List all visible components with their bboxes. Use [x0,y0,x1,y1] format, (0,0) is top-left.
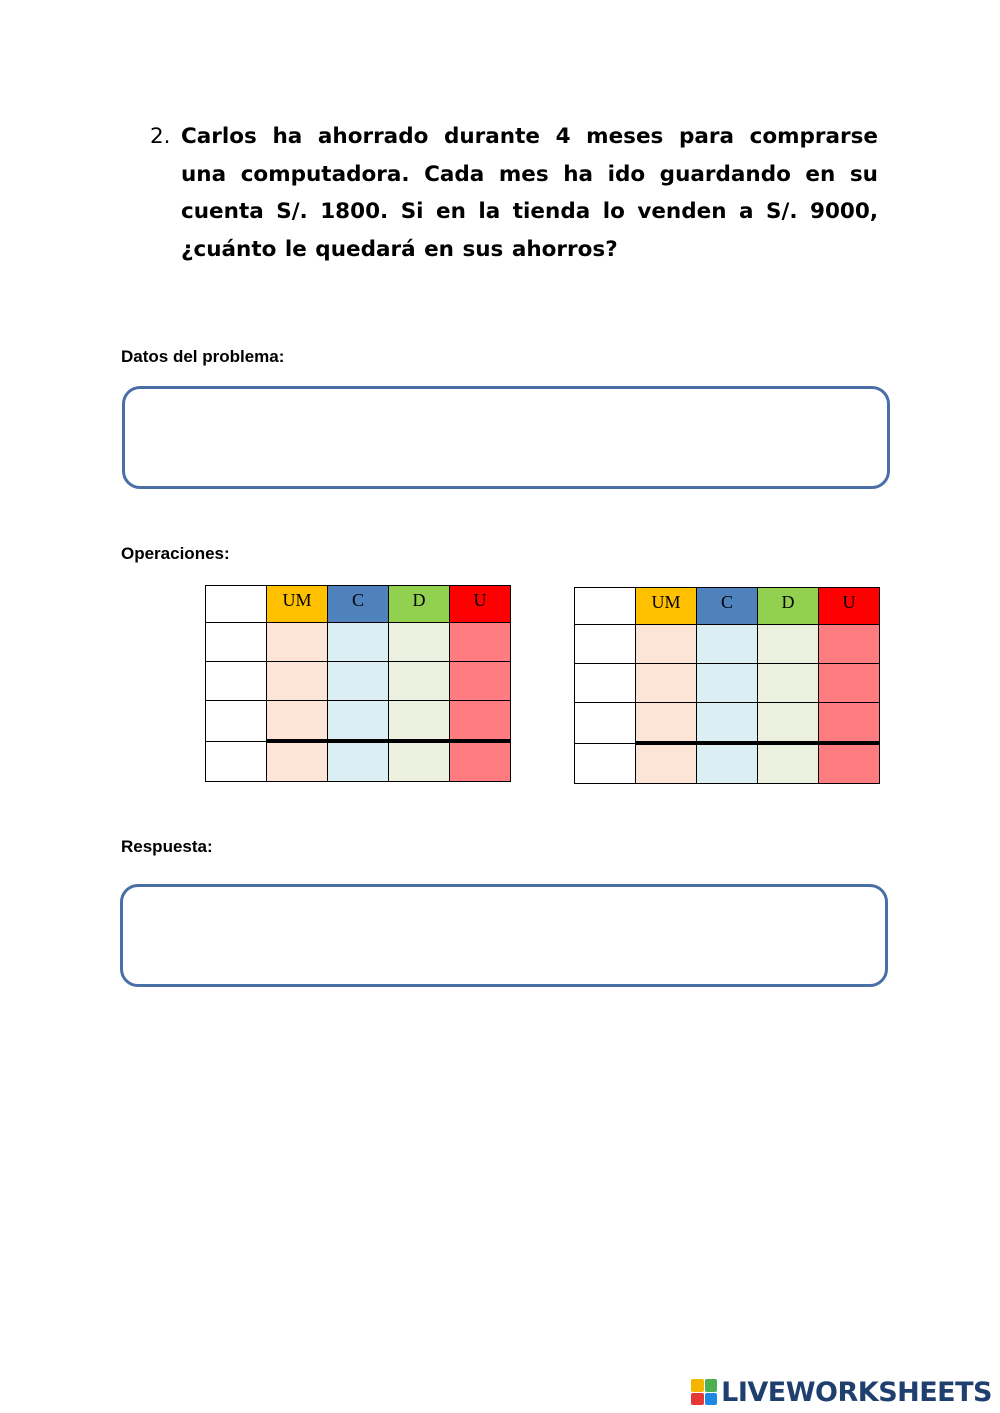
digit-cell[interactable] [636,703,697,744]
sign-cell[interactable] [206,741,267,782]
answer-label: Respuesta: [121,837,213,856]
digit-cell[interactable] [267,662,328,701]
liveworksheets-logo [691,1377,992,1407]
digit-cell[interactable] [819,664,880,703]
header-d: D [389,586,450,623]
sign-cell[interactable] [575,743,636,784]
result-cell[interactable] [267,741,328,782]
header-d: D [758,588,819,625]
header-c: C [697,588,758,625]
problem-statement [150,118,878,268]
header-u: U [819,588,880,625]
digit-cell[interactable] [450,662,511,701]
sign-cell[interactable] [206,623,267,662]
digit-cell[interactable] [758,664,819,703]
digit-cell[interactable] [389,701,450,742]
answer-input[interactable] [123,887,885,984]
digit-cell[interactable] [267,701,328,742]
result-cell[interactable] [697,743,758,784]
header-u: U [450,586,511,623]
header-um: UM [636,588,697,625]
place-value-table-right [574,587,880,784]
header-um: UM [267,586,328,623]
header-c: C [328,586,389,623]
result-cell[interactable] [389,741,450,782]
digit-cell[interactable] [697,703,758,744]
data-input[interactable] [125,389,887,486]
digit-cell[interactable] [328,701,389,742]
result-cell[interactable] [636,743,697,784]
digit-cell[interactable] [636,664,697,703]
sign-cell[interactable] [575,664,636,703]
place-value-table-left [205,585,511,782]
digit-cell[interactable] [450,701,511,742]
logo-icon [691,1379,717,1405]
result-cell[interactable] [758,743,819,784]
digit-cell[interactable] [758,703,819,744]
answer-box [120,884,888,987]
sign-cell[interactable] [206,701,267,742]
digit-cell[interactable] [328,623,389,662]
digit-cell[interactable] [450,623,511,662]
digit-cell[interactable] [697,664,758,703]
corner-cell [206,586,267,623]
sign-cell[interactable] [206,662,267,701]
digit-cell[interactable] [636,625,697,664]
data-box [122,386,890,489]
problem-number: 2. [150,124,171,149]
result-cell[interactable] [819,743,880,784]
sign-cell[interactable] [575,703,636,744]
problem-text: Carlos ha ahorrado durante 4 meses para comprarse una computadora. Cada mes ha ido guardando en su cuenta S/. 1800. Si en la tienda lo venden a S/. 9000, ¿cuánto le quedará en sus ahorros? [181,124,878,262]
data-label: Datos del problema: [121,347,285,366]
digit-cell[interactable] [328,662,389,701]
corner-cell [575,588,636,625]
digit-cell[interactable] [267,623,328,662]
result-cell[interactable] [328,741,389,782]
result-cell[interactable] [450,741,511,782]
digit-cell[interactable] [697,625,758,664]
digit-cell[interactable] [819,625,880,664]
digit-cell[interactable] [758,625,819,664]
sign-cell[interactable] [575,625,636,664]
digit-cell[interactable] [389,662,450,701]
logo-text: LIVEWORKSHEETS [721,1376,992,1408]
digit-cell[interactable] [819,703,880,744]
digit-cell[interactable] [389,623,450,662]
operations-label: Operaciones: [121,544,230,563]
